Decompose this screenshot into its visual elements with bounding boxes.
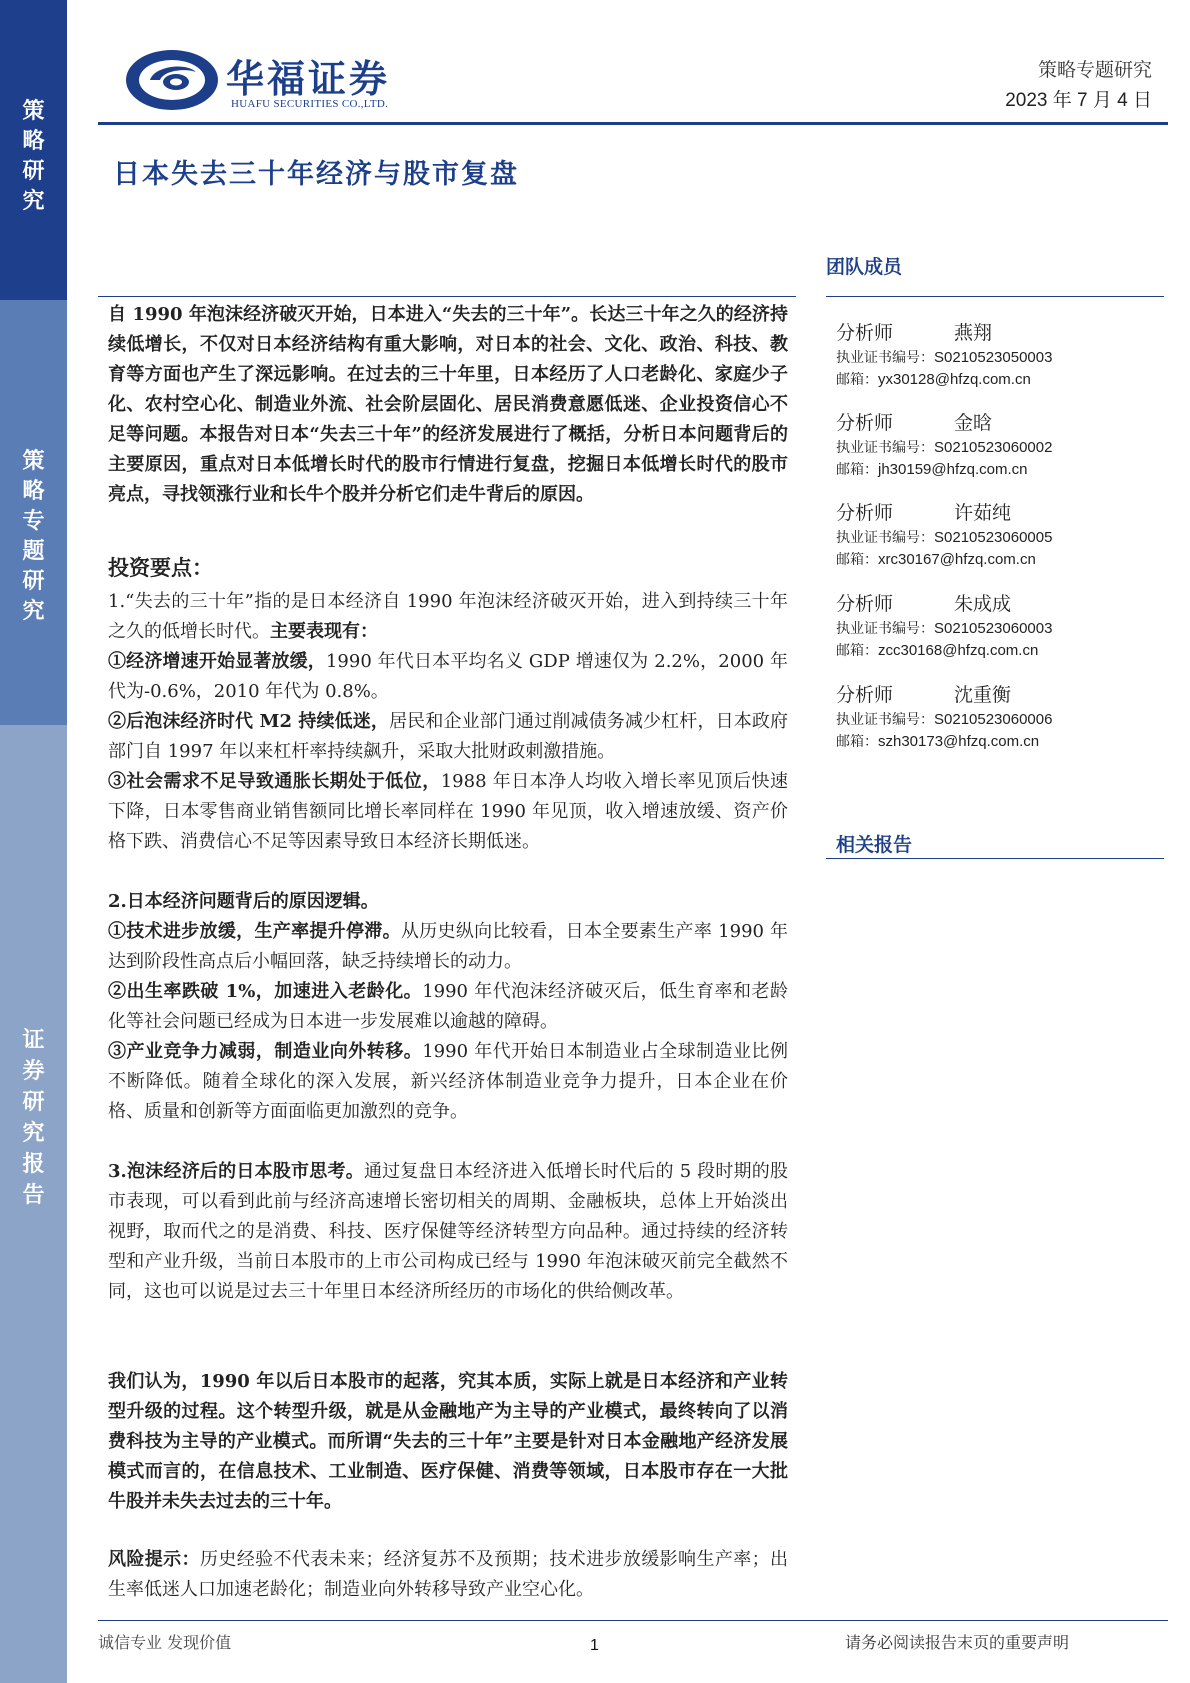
analyst-card [836,589,1156,660]
footer-slogan: 诚信专业 发现价值 [98,1633,232,1652]
header-divider [98,122,1168,125]
sidebar-bottom-block [0,725,67,1683]
logo-english-name: HUAFU SECURITIES CO.,LTD. [231,98,389,110]
analyst-name: 金晗 [954,412,993,434]
cert-number: S0210523060006 [934,711,1053,728]
email-link[interactable]: jh30159@hfzq.com.cn [878,461,1028,478]
point2-item2-bold: ②出生率跌破 1%，加速进入老龄化。 [108,981,423,1002]
email-link[interactable]: xrc30167@hfzq.com.cn [878,551,1036,568]
email-link[interactable]: szh30173@hfzq.com.cn [878,733,1040,750]
risk-text: 历史经验不代表未来；经济复苏不及预期；技术进步放缓影响生产率；出生率低迷人口加速老龄化；制造业向外转移导致产业空心化。 [108,1549,789,1600]
cert-number: S0210523060002 [934,439,1053,456]
point1-item1-bold: ①经济增速开始显著放缓， [108,651,326,672]
report-date: 2023 年 7 月 4 日 [1005,90,1152,111]
team-section [826,252,1164,279]
point1-item1-text: 1990 年代日本平均名义 GDP 增速仅为 2.2%，2000 年代为-0.6%，2010 年代为 0.8%。 [108,651,788,702]
team-divider [826,296,1164,297]
sidebar-bottom-label: 证 券 研 究 报 告 [22,1027,45,1208]
summary-text: 自 1990 年泡沫经济破灭开始，日本进入“失去的三十年”。长达三十年之久的经济持续低增长，不仅对日本经济结构有重大影响，对日本的社会、文化、政治、科技、教育等方面也产生了深远影响。在过去的三十年里，日本经历了人口老龄化、家庭少子化、农村空心化、制造业外流、社会阶层固化、居民消费意愿低迷、企业投资信心不足等问题。本报告对日本“失去三十年”的经济发展进行了概括，分析日本问题背后的主要原因，重点对日本低增长时代的股市行情进行复盘，挖掘日本低增长时代的股市亮点，寻找领涨行业和长牛个股并分析它们走牛背后的原因。 [108,304,788,505]
point3-bold: 3.泡沫经济后的日本股市思考。 [108,1161,364,1182]
team-heading: 团队成员 [826,256,903,278]
point1-intro-bold: 主要表现有： [270,621,378,642]
risk-block [108,1545,788,1605]
analyst-name: 燕翔 [954,322,993,344]
report-type: 策略专题研究 [1037,59,1152,81]
conclusion-text: 我们认为，1990 年以后日本股市的起落，究其本质，实际上就是日本经济和产业转型升级的过程。这个转型升级，就是从金融地产为主导的产业模式，最终转向了以消费科技为主导的产业模式。而所谓“失去的三十年”主要是针对日本金融地产经济发展模式而言的，在信息技术、工业制造、医疗保健、消费等领域，日本股市存在一大批牛股并未失去过去的三十年。 [108,1371,788,1512]
email-link[interactable]: yx30128@hfzq.com.cn [878,371,1031,388]
cert-label: 执业证书编号： [836,350,934,366]
points-heading [108,553,788,583]
analyst-name: 沈重衡 [954,684,1012,706]
point2-block [108,887,788,1127]
point2-item3-text: 1990 年代开始日本制造业占全球制造业比例不断降低。随着全球化的深入发展，新兴经济体制造业竞争力提升，日本企业在价格、质量和创新等方面面临更加激烈的竞争。 [108,1041,788,1122]
sidebar [0,0,67,1683]
sidebar-middle-block [0,300,67,725]
analyst-card [836,318,1156,389]
cert-number: S0210523060005 [934,529,1053,546]
sidebar-top-block [0,0,67,300]
analyst-role: 分析师 [836,322,894,344]
email-link[interactable]: zcc30168@hfzq.com.cn [878,642,1039,659]
risk-label: 风险提示： [108,1549,200,1570]
email-label: 邮箱： [836,734,878,750]
email-label: 邮箱： [836,462,878,478]
analyst-name: 许茹纯 [954,502,1012,524]
related-heading: 相关报告 [836,834,913,856]
point3-text: 通过复盘日本经济进入低增长时代后的 5 段时期的股市表现，可以看到此前与经济高速增长密切相关的周期、金融板块，总体上开始淡出视野，取而代之的是消费、科技、医疗保健等经济转型方向品种。通过持续的经济转型和产业升级，当前日本股市的上市公司构成已经与 1990 年泡沫破灭前完全截然不同，这也可以说是过去三十年里日本经济所经历的市场化的供给侧改革。 [108,1161,788,1302]
point1-item2-bold: ②后泡沫经济时代 M2 持续低迷， [108,711,390,732]
analyst-role: 分析师 [836,412,894,434]
logo-chinese-name: 华福证券 [226,57,391,101]
analyst-card [836,408,1156,479]
point1-item3-text: 1988 年日本净人均收入增长率见顶后快速下降，日本零售商业销售额同比增长率同样在 1990 年见顶，收入增速放缓、资产价格下跌、消费信心不足等因素导致日本经济长期低迷。 [108,771,788,852]
point2-heading: 2.日本经济问题背后的原因逻辑。 [108,891,379,912]
cert-label: 执业证书编号： [836,621,934,637]
analyst-role: 分析师 [836,684,894,706]
point2-item1-bold: ①技术进步放缓，生产率提升停滞。 [108,921,401,942]
cert-label: 执业证书编号： [836,530,934,546]
related-section [826,830,1164,857]
analyst-name: 朱成成 [954,593,1012,615]
conclusion-block [108,1367,788,1517]
point2-item3-bold: ③产业竞争力减弱，制造业向外转移。 [108,1041,423,1062]
huafu-logo-icon [124,48,220,112]
email-label: 邮箱： [836,552,878,568]
footer-divider [98,1620,1168,1621]
report-title: 日本失去三十年经济与股市复盘 [113,159,519,190]
analyst-card [836,498,1156,569]
email-label: 邮箱： [836,372,878,388]
email-label: 邮箱： [836,643,878,659]
footer-disclaimer: 请务必阅读报告末页的重要声明 [845,1633,1070,1652]
analyst-role: 分析师 [836,593,894,615]
related-divider [826,858,1164,859]
summary-top-divider [98,296,796,297]
summary-paragraph [108,300,788,510]
point1-item2-text: 居民和企业部门通过削减债务减少杠杆，日本政府部门自 1997 年以来杠杆率持续飙升，采取大批财政刺激措施。 [108,711,789,762]
point1-block [108,587,788,857]
sidebar-top-label: 策 略 研 究 [22,98,45,214]
point1-intro: 1.“失去的三十年”指的是日本经济自 1990 年泡沫经济破灭开始，进入到持续三十年之久的低增长时代。 [108,591,788,642]
points-heading-text: 投资要点： [108,555,213,580]
page-number: 1 [590,1637,599,1654]
analyst-card [836,680,1156,751]
sidebar-middle-label: 策 略 专 题 研 究 [22,448,45,624]
analyst-role: 分析师 [836,502,894,524]
cert-label: 执业证书编号： [836,712,934,728]
cert-number: S0210523050003 [934,349,1053,366]
point1-item3-bold: ③社会需求不足导致通胀长期处于低位， [108,771,441,792]
point2-item2-text: 1990 年代泡沫经济破灭后，低生育率和老龄化等社会问题已经成为日本进一步发展难以逾越的障碍。 [108,981,788,1032]
point2-item1-text: 从历史纵向比较看，日本全要素生产率 1990 年达到阶段性高点后小幅回落，缺乏持续增长的动力。 [108,921,789,972]
point3-block [108,1157,788,1307]
cert-number: S0210523060003 [934,620,1053,637]
cert-label: 执业证书编号： [836,440,934,456]
